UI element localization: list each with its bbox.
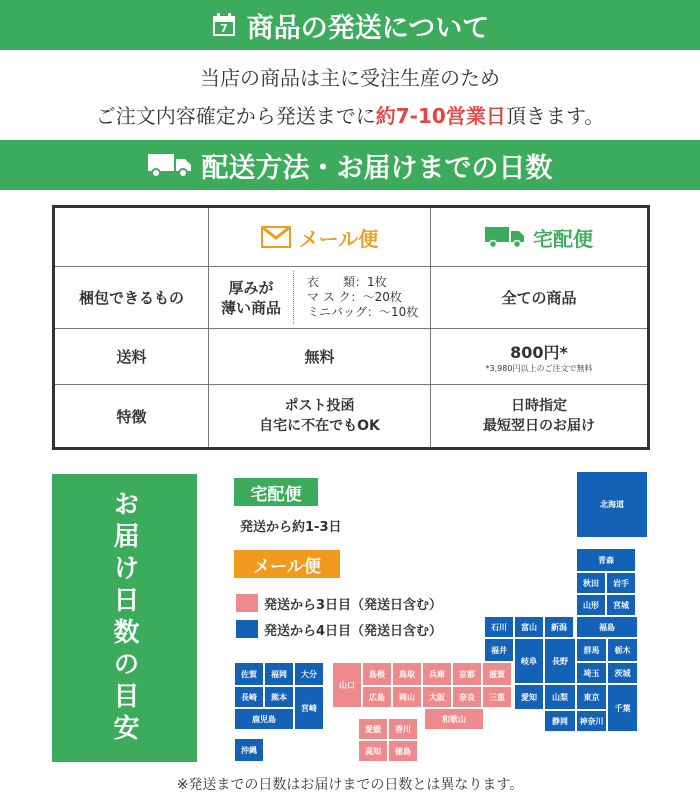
footer-note: ※発送までの日数はお届けまでの日数とは異なります。: [176, 777, 524, 793]
pref-fukushima: 福島: [576, 616, 638, 638]
legend-blue-label: 発送から4日目（発送日含む）: [264, 624, 443, 639]
pref-oita: 大分: [294, 662, 324, 686]
takuhai-feature-line2: 最短翌日のお届け: [483, 418, 595, 434]
pref-miyazaki: 宮崎: [294, 686, 324, 730]
delivery-method-banner: [0, 140, 700, 190]
pref-kumamoto: 熊本: [264, 686, 294, 708]
pref-tokyo: 東京: [576, 684, 607, 710]
intro-line-1: 当店の商品は主に受注生産のため: [200, 66, 500, 90]
pref-yamaguchi: 山口: [332, 662, 362, 708]
legend-pink-label: 発送から3日目（発送日含む）: [264, 598, 443, 613]
envelope-icon: [261, 226, 291, 248]
pref-fukui: 福井: [484, 638, 514, 662]
takuhai-fee-cell: [431, 329, 647, 384]
mail-pack-list: [295, 267, 430, 328]
intro-line-2: [0, 100, 700, 129]
mail-pack-line1: 厚みが: [228, 278, 274, 297]
pref-nara: 奈良: [452, 686, 482, 708]
calendar-number: 7: [219, 22, 228, 35]
pref-aichi: 愛知: [514, 684, 544, 710]
pref-niigata: 新潟: [544, 616, 574, 638]
pref-tokushima: 徳島: [388, 740, 418, 762]
section-title: 配送方法・お届けまでの日数: [201, 152, 553, 184]
pref-hiroshima: 広島: [362, 686, 392, 708]
takuhai-tag: 宅配便: [234, 478, 318, 506]
truck-icon: [485, 226, 525, 248]
pref-gifu: 岐阜: [514, 638, 544, 684]
intro-text-pre: ご注文内容確定から発送までに: [95, 104, 376, 128]
takuhai-fee: 800円*: [510, 342, 568, 362]
list-item: マ ス ク：～20枚: [307, 290, 402, 304]
delivery-days-title-box: [52, 474, 197, 762]
pref-yamanashi: 山梨: [544, 684, 576, 710]
mail-feature: [209, 385, 430, 447]
pref-kyoto: 京都: [452, 662, 482, 686]
legend-blue-swatch: [236, 620, 258, 638]
pref-tochigi: 栃木: [607, 638, 638, 662]
pref-kochi: 高知: [358, 740, 388, 762]
section-title: 商品の発送について: [246, 12, 490, 44]
mail-pack-summary: [209, 267, 293, 328]
pref-hyogo: 兵庫: [422, 662, 452, 686]
pref-wakayama: 和歌山: [424, 708, 484, 730]
row-label-fee: 送料: [116, 348, 147, 366]
pref-chiba: 千葉: [607, 684, 638, 732]
shipping-about-banner: [0, 0, 700, 50]
calendar-icon: [211, 12, 237, 38]
intro-text-post: 頂きます。: [505, 104, 605, 128]
pref-saitama: 埼玉: [576, 662, 607, 684]
pref-gunma: 群馬: [576, 638, 607, 662]
list-item: 衣 類：1枚: [307, 275, 387, 289]
pref-ehime: 愛媛: [358, 718, 388, 740]
pref-iwate: 岩手: [606, 572, 636, 594]
pref-kagoshima: 鹿児島: [234, 708, 294, 730]
pref-ishikawa: 石川: [484, 616, 514, 638]
pref-miyagi: 宮城: [606, 594, 636, 616]
mail-fee: 無料: [304, 348, 335, 366]
legend-pink-swatch: [236, 594, 258, 612]
pref-toyama: 富山: [514, 616, 544, 638]
mail-tag: メール便: [234, 550, 340, 578]
pref-kagawa: 香川: [388, 718, 418, 740]
mail-header-label: メール便: [298, 226, 379, 251]
pref-okayama: 岡山: [392, 686, 422, 708]
pref-shiga: 滋賀: [482, 662, 512, 686]
business-days-highlight: 約7-10営業日: [375, 104, 506, 128]
takuhai-header: [431, 208, 647, 266]
truck-icon: [148, 152, 192, 178]
pref-osaka: 大阪: [422, 686, 452, 708]
pref-kanagawa: 神奈川: [576, 710, 607, 732]
delivery-days-title: お届け日数の目安: [109, 490, 139, 746]
row-label-feature: 特徴: [116, 407, 147, 426]
mail-header: [209, 208, 430, 266]
pref-nagano: 長野: [544, 638, 576, 684]
pref-akita: 秋田: [576, 572, 606, 594]
mail-feature-line2: 自宅に不在でもOK: [259, 418, 380, 434]
takuhai-pack: 全ての商品: [501, 289, 577, 307]
list-item: ミニバッグ：～10枚: [307, 305, 419, 319]
pref-okinawa: 沖縄: [234, 738, 264, 762]
takuhai-days-note: 発送から約1-3日: [240, 520, 342, 535]
pref-ibaraki: 茨城: [607, 662, 638, 684]
pref-saga: 佐賀: [234, 662, 264, 686]
pref-shizuoka: 静岡: [544, 710, 576, 732]
takuhai-feature: [431, 385, 647, 447]
pref-nagasaki: 長崎: [234, 686, 264, 708]
pref-mie: 三重: [482, 686, 512, 708]
pref-hokkaido: 北海道: [576, 471, 648, 538]
pref-yamagata: 山形: [576, 594, 606, 616]
takuhai-fee-note: *3,980円以上のご注文で無料: [485, 363, 593, 373]
takuhai-feature-line1: 日時指定: [511, 398, 567, 414]
pref-tottori: 鳥取: [392, 662, 422, 686]
mail-feature-line1: ポスト投函: [284, 398, 355, 414]
pref-fukuoka: 福岡: [264, 662, 294, 686]
takuhai-header-label: 宅配便: [533, 226, 593, 251]
mail-pack-line2: 薄い商品: [220, 298, 281, 317]
delivery-comparison-table: [52, 205, 650, 450]
pref-aomori: 青森: [576, 548, 636, 572]
pref-shimane: 島根: [362, 662, 392, 686]
row-label-packable: 梱包できるもの: [78, 289, 184, 307]
